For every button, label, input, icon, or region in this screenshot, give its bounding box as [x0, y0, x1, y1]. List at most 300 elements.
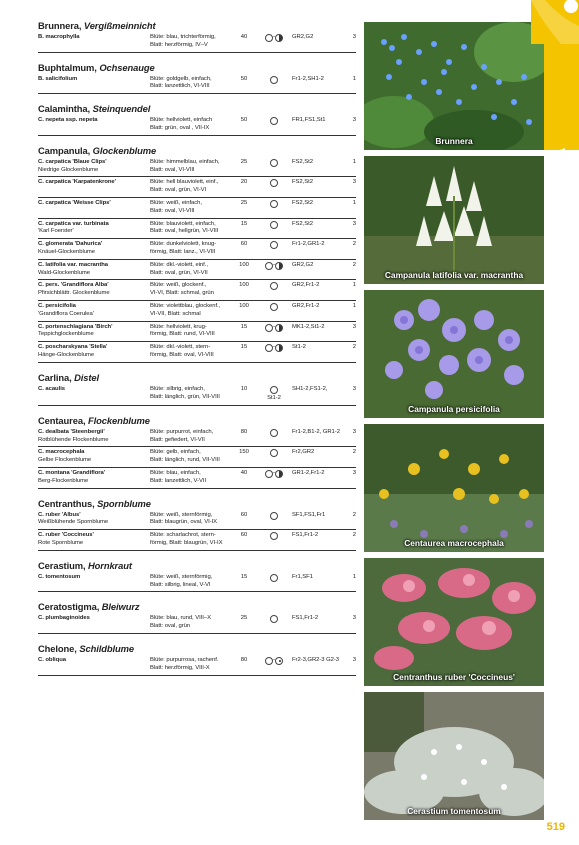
habitat-extra: St1-2	[267, 395, 281, 402]
description	[150, 324, 232, 340]
habitat: Fr2,GR2	[292, 449, 315, 456]
light-requirement	[256, 34, 292, 43]
height-cm: 25	[240, 615, 248, 622]
plant-name	[38, 657, 150, 665]
light-requirement	[256, 344, 292, 353]
german-name: Rote Spornblume	[38, 540, 84, 547]
latin-name: C. glomerata 'Dahurica'	[38, 241, 103, 248]
description	[150, 221, 232, 237]
common-name: Bleiwurz	[101, 601, 140, 613]
description-line: Blüte: weiß, sternförmig,	[150, 573, 213, 580]
description	[150, 429, 232, 445]
plant-row	[38, 322, 356, 343]
plant-name	[38, 324, 150, 340]
genus-name: Chelone	[38, 643, 75, 655]
sun-icon	[270, 117, 278, 125]
sun-icon	[270, 159, 278, 167]
description-line: Blüte: scharlachrot, stern-	[150, 532, 216, 539]
genus-heading: Campanula, Glockenblume	[38, 144, 157, 156]
plant-row	[38, 157, 356, 178]
description-line: Blatt: länglich, grün, VII-VIII	[150, 393, 220, 400]
height-cm: 60	[240, 532, 248, 539]
habitat: SF1,FS1,Fr1	[292, 511, 326, 518]
zone: 3	[352, 179, 356, 186]
genus-heading: Centranthus, Spornblume	[38, 497, 151, 509]
description-line: Blatt: grün, oval , VII-IX	[150, 124, 210, 131]
latin-name: B. salicifolium	[38, 75, 78, 82]
latin-name: C. nepeta ssp. nepeta	[38, 117, 98, 124]
latin-name: C. plumbaginoides	[38, 615, 90, 622]
latin-name: C. montana 'Grandiflora'	[38, 470, 106, 477]
description	[150, 262, 232, 278]
zone: 1	[352, 75, 356, 82]
plant-name	[38, 512, 150, 528]
plant-group	[38, 601, 356, 634]
genus-name: Campanula	[38, 144, 88, 156]
latin-name: C. carpatica 'Blaue Clips'	[38, 158, 107, 165]
description-line: Blüte: purpurrot, einfach,	[150, 428, 214, 435]
plant-name	[38, 449, 150, 465]
habitat: St1-2	[292, 344, 306, 351]
sun-icon	[270, 532, 278, 540]
plant-row	[38, 198, 356, 219]
plant-row	[38, 572, 356, 593]
plant-name	[38, 303, 150, 319]
latin-name: C. obliqua	[38, 657, 66, 664]
height-cm: 80	[240, 428, 248, 435]
plant-row	[38, 32, 356, 53]
zone: 2	[352, 532, 356, 539]
plant-name	[38, 179, 150, 187]
sun-icon	[270, 574, 278, 582]
plant-row	[38, 510, 356, 531]
habitat: GR2,Fr1-2	[292, 282, 320, 289]
zone: 3	[352, 385, 356, 392]
plant-name	[38, 574, 150, 582]
german-name: Pfirsichblättr. Glockenblume	[38, 290, 110, 297]
description-line: Blüte: violettblau, glockenf.,	[150, 302, 221, 309]
half-shade-icon	[275, 324, 283, 332]
genus-heading: Calamintha, Steinquendel	[38, 103, 151, 115]
shade-dot-icon	[275, 657, 283, 665]
plant-group	[38, 20, 356, 53]
plant-name	[38, 76, 150, 84]
common-name: Flockenblume	[87, 414, 150, 426]
latin-name: C. ruber 'Albus'	[38, 511, 81, 518]
description-line: förmig, Blatt: blaugrün, VI-IX	[150, 540, 223, 547]
latin-name: B. macrophylla	[38, 34, 80, 40]
plant-row	[38, 74, 356, 95]
sun-icon	[270, 200, 278, 208]
genus-name: Carlina	[38, 371, 70, 383]
plant-name	[38, 200, 150, 208]
zone: 2	[352, 344, 356, 351]
description-line: Blüte: blau, rund, VIII–X	[150, 615, 211, 622]
latin-name: C. persicifolia	[38, 302, 76, 309]
plant-name	[38, 159, 150, 175]
german-name: 'Grandiflora Coerulea'	[38, 310, 94, 317]
zone: 1	[352, 199, 356, 206]
german-name: Teppichglockenblume	[38, 331, 94, 338]
description-line: Blüte: weiß, sternförmig,	[150, 511, 213, 518]
description-line: Blatt: oval, hellgrün, VI-VIII	[150, 228, 219, 235]
description-line: förmig, Blatt: lanz., VI-VIII	[150, 248, 216, 255]
latin-name: C. ruber 'Coccineus'	[38, 532, 94, 539]
habitat: FS2,St2	[292, 179, 313, 186]
latin-name: C. carpatica var. turbinata	[38, 220, 109, 227]
description	[150, 34, 232, 50]
sun-icon	[270, 512, 278, 520]
common-name: Schildblume	[79, 643, 134, 655]
range-dash: -	[273, 323, 275, 330]
german-name: Weißblühende Spornblume	[38, 519, 109, 526]
german-name: Knäuel-Glockenblume	[38, 248, 96, 255]
latin-name: C. latifolia var. macrantha	[38, 261, 109, 268]
genus-name: Centranthus	[38, 497, 93, 509]
habitat: GR2,G2	[292, 261, 314, 268]
description	[150, 657, 232, 673]
sun-icon	[265, 657, 273, 665]
zone: 2	[352, 241, 356, 248]
genus-heading: Chelone, Schildblume	[38, 643, 134, 655]
description-line: Blatt: lanzettlich, VI-VIII	[150, 83, 210, 90]
plant-name	[38, 282, 150, 298]
light-requirement	[256, 179, 292, 188]
german-name: Rotblühende Flockenblume	[38, 436, 109, 443]
plant-group	[38, 145, 356, 363]
description-line: Blüte: hellviolett, krug-	[150, 323, 207, 330]
german-name: Niedrige Glockenblume	[38, 166, 99, 173]
height-cm: 50	[240, 75, 248, 82]
description	[150, 282, 232, 298]
zone: 3	[352, 428, 356, 435]
plant-row	[38, 447, 356, 468]
height-cm: 40	[240, 470, 248, 477]
genus-name: Buphtalmum	[38, 61, 95, 73]
height-cm: 150	[239, 449, 249, 456]
genus-name: Centaurea	[38, 414, 83, 426]
latin-name: C. carpatica 'Karpatenkrone'	[38, 179, 117, 186]
habitat: GR2,G2	[292, 34, 314, 40]
height-cm: 25	[240, 158, 248, 165]
plant-group	[38, 560, 356, 593]
height-cm: 15	[240, 344, 248, 351]
photo-campanula-latifolia	[364, 156, 544, 284]
range-dash: -	[273, 261, 275, 268]
sun-icon	[270, 179, 278, 187]
zone: 3	[352, 470, 356, 477]
zone: 3	[352, 117, 356, 124]
habitat: FS2,St2	[292, 220, 313, 227]
common-name: Ochsenauge	[99, 61, 155, 73]
genus-name: Brunnera	[38, 20, 79, 31]
latin-name: C. carpatica 'Weisse Clips'	[38, 199, 111, 206]
zone: 3	[352, 34, 356, 40]
description	[150, 615, 232, 631]
light-requirement	[256, 386, 292, 403]
common-name: Glockenblume	[92, 144, 157, 156]
zone: 3	[352, 615, 356, 622]
plant-row	[38, 301, 356, 322]
german-name: 'Karl Foerster'	[38, 228, 74, 235]
habitat: FS1,Fr1-2	[292, 532, 319, 539]
plant-group	[38, 62, 356, 95]
genus-name: Cerastium	[38, 559, 83, 571]
plant-name	[38, 532, 150, 548]
description-line: Blüte: blau, trichterförmig,	[150, 34, 216, 40]
height-cm: 10	[240, 385, 248, 392]
plant-name	[38, 615, 150, 623]
plant-row	[38, 260, 356, 281]
habitat: GR2,Fr1-2	[292, 302, 320, 309]
description-line: Blüte: hell blauviolett, einf.,	[150, 179, 219, 186]
zone: 1	[352, 158, 356, 165]
sun-icon	[270, 221, 278, 229]
height-cm: 40	[240, 34, 248, 40]
sun-icon	[270, 282, 278, 290]
photo-caption: Campanula persicifolia	[408, 404, 500, 414]
description-line: Blüte: blauviolett, einfach,	[150, 220, 216, 227]
photo-centaurea	[364, 424, 544, 552]
description	[150, 303, 232, 319]
plant-row	[38, 115, 356, 136]
height-cm: 15	[240, 220, 248, 227]
latin-name: C. dealbata 'Steenbergii'	[38, 428, 105, 435]
description	[150, 449, 232, 465]
description-line: förmig, Blatt: rund, VI-VIII	[150, 331, 215, 338]
common-name: Spornblume	[97, 497, 151, 509]
light-requirement	[256, 532, 292, 541]
height-cm: 100	[239, 302, 249, 309]
light-requirement	[256, 449, 292, 458]
sun-icon	[270, 449, 278, 457]
plant-row	[38, 280, 356, 301]
description	[150, 344, 232, 360]
description-line: Blüte: dkl.-violett, einf.,	[150, 261, 208, 268]
range-dash: -	[273, 470, 275, 477]
german-name: Berg-Flockenblume	[38, 477, 89, 484]
genus-heading: Carlina, Distel	[38, 371, 100, 383]
plant-row	[38, 655, 356, 676]
description-line: Blatt: oval, VI-VIII	[150, 207, 195, 214]
description-line: Blatt: oval, grün, VI-VI	[150, 187, 207, 194]
height-cm: 60	[240, 241, 248, 248]
light-requirement	[256, 221, 292, 230]
half-shade-icon	[275, 262, 283, 270]
plant-name	[38, 117, 150, 125]
description	[150, 241, 232, 257]
plant-row	[38, 219, 356, 240]
description-line: VI-VII, Blatt: schmal	[150, 310, 201, 317]
latin-name: C. poscharskyana 'Stella'	[38, 344, 108, 351]
plant-name	[38, 429, 150, 445]
sun-icon	[265, 262, 273, 270]
sun-icon	[270, 429, 278, 437]
photo-caption: Cerastium tomentosum	[407, 806, 501, 816]
height-cm: 100	[239, 282, 249, 289]
range-dash: -	[273, 344, 275, 351]
habitat: Fr1,SF1	[292, 573, 313, 580]
photo-column	[364, 22, 544, 826]
height-cm: 80	[240, 657, 248, 664]
habitat: Fr2-3,GR2-3 G2-3	[292, 657, 339, 664]
zone: 3	[352, 220, 356, 227]
sun-icon	[270, 303, 278, 311]
plant-group	[38, 415, 356, 489]
light-requirement	[256, 282, 292, 291]
description-line: Blatt: silbrig, lineal, V-VI	[150, 581, 211, 588]
plant-name	[38, 386, 150, 394]
habitat: SH1-2,FS1-2,	[292, 385, 328, 392]
sun-icon	[270, 615, 278, 623]
description-line: Blatt: oval, grün	[150, 623, 191, 630]
description-line: Blatt: blaugrün, oval, VI-IX	[150, 519, 218, 526]
plant-name	[38, 221, 150, 237]
description-line: Blüte: himmelblau, einfach,	[150, 158, 220, 165]
height-cm: 15	[240, 573, 248, 580]
description	[150, 179, 232, 195]
habitat: FS2,St2	[292, 199, 313, 206]
sun-icon	[265, 324, 273, 332]
genus-name: Calamintha	[38, 103, 88, 115]
habitat: FS1,Fr1-2	[292, 615, 319, 622]
description-line: Blüte: purpurrosa, rachenf.	[150, 657, 219, 664]
description	[150, 574, 232, 590]
zone: 1	[352, 573, 356, 580]
description-line: Blatt: lanzettlich, V-VII	[150, 477, 207, 484]
light-requirement	[256, 303, 292, 312]
plant-name	[38, 470, 150, 486]
light-requirement	[256, 76, 292, 85]
plant-group	[38, 103, 356, 136]
description	[150, 159, 232, 175]
habitat: FS2,St2	[292, 158, 313, 165]
photo-campanula-persicifolia	[364, 290, 544, 418]
height-cm: 50	[240, 117, 248, 124]
zone: 2	[352, 449, 356, 456]
description-line: förmig, Blatt: oval, VI-VIII	[150, 351, 214, 358]
genus-heading: Ceratostigma, Bleiwurz	[38, 601, 140, 613]
plant-row	[38, 427, 356, 448]
zone: 3	[352, 323, 356, 330]
description	[150, 200, 232, 216]
description-line: Blatt: gefiedert, VI-VII	[150, 436, 205, 443]
habitat: Fr1-2,GR1-2	[292, 241, 325, 248]
photo-centranthus	[364, 558, 544, 686]
habitat: GR1-2,Fr1-2	[292, 470, 325, 477]
latin-name: C. macrocephala	[38, 449, 85, 456]
description-line: Blüte: dunkelviolett, knug-	[150, 241, 217, 248]
common-name: Hornkraut	[87, 559, 132, 571]
description	[150, 470, 232, 486]
photo-brunnera	[364, 22, 544, 150]
light-requirement	[256, 324, 292, 333]
zone: 2	[352, 261, 356, 268]
habitat: Fr1-2,B1-2, GR1-2	[292, 428, 340, 435]
description-line: Blüte: silbrig, einfach,	[150, 385, 205, 392]
description-line: Blüte: dkl.-violett, stern-	[150, 344, 211, 351]
description-line: Blüte: weiß, glockenf.,	[150, 282, 207, 289]
genus-heading: Brunnera, Vergißmeinnicht	[38, 20, 156, 31]
light-requirement	[256, 574, 292, 583]
zone: 2	[352, 511, 356, 518]
habitat: Fr1-2,SH1-2	[292, 75, 324, 82]
photo-cerastium	[364, 692, 544, 820]
description-line: Blüte: hellviolett, einfach	[150, 117, 213, 124]
description-line: Blatt: herzförmig, IV–V	[150, 41, 208, 48]
sun-icon	[265, 34, 273, 42]
sun-logo-icon	[531, 0, 579, 44]
sun-icon	[270, 241, 278, 249]
plant-list	[38, 20, 356, 685]
plant-row	[38, 177, 356, 198]
latin-name: C. acaulis	[38, 385, 66, 392]
light-requirement	[256, 117, 292, 126]
half-shade-icon	[275, 34, 283, 42]
section-title: BRUNNERA	[552, 147, 569, 243]
range-dash: -	[273, 657, 275, 664]
half-shade-icon	[275, 344, 283, 352]
photo-caption: Centaurea macrocephala	[404, 538, 504, 548]
height-cm: 20	[240, 179, 248, 186]
photo-caption: Brunnera	[435, 136, 473, 146]
description	[150, 512, 232, 528]
photo-caption: Campanula latifolia var. macrantha	[384, 270, 524, 280]
plant-name	[38, 34, 150, 42]
description-line: Blüte: weiß, einfach,	[150, 199, 202, 206]
light-requirement	[256, 200, 292, 209]
plant-row	[38, 342, 356, 363]
latin-name: C. portenschlagiana 'Birch'	[38, 323, 113, 330]
half-shade-icon	[275, 470, 283, 478]
genus-heading: Centaurea, Flockenblume	[38, 414, 150, 426]
height-cm: 25	[240, 199, 248, 206]
sun-icon	[265, 344, 273, 352]
german-name: Gelbe Flockenblume	[38, 457, 92, 464]
photo-caption: Centranthus ruber 'Coccineus'	[393, 672, 515, 682]
description-line: Blatt: oval, VI-VIII	[150, 166, 195, 173]
description-line: VI-VI, Blatt: schmal, grün	[150, 290, 214, 297]
description-line: Blatt: herzförmig, VIII-X	[150, 664, 210, 671]
zone: 3	[352, 657, 356, 664]
zone: 1	[352, 302, 356, 309]
description	[150, 532, 232, 548]
range-dash: -	[273, 34, 275, 41]
light-requirement	[256, 657, 292, 666]
german-name: Wald-Glockenblume	[38, 269, 90, 276]
description	[150, 386, 232, 402]
light-requirement	[256, 615, 292, 624]
latin-name: C. pers. 'Grandiflora Alba'	[38, 282, 109, 289]
light-requirement	[256, 429, 292, 438]
plant-row	[38, 468, 356, 489]
page-number: 519	[546, 821, 565, 833]
genus-name: Ceratostigma	[38, 601, 97, 613]
description-line: Blüte: gelb, einfach,	[150, 449, 201, 456]
habitat: MK1-2,St1-2	[292, 323, 325, 330]
habitat: FR1,FS1,St1	[292, 117, 326, 124]
genus-heading: Cerastium, Hornkraut	[38, 559, 132, 571]
light-requirement	[256, 512, 292, 521]
sun-icon	[270, 76, 278, 84]
light-requirement	[256, 159, 292, 168]
plant-group	[38, 643, 356, 676]
plant-row	[38, 613, 356, 634]
common-name: Steinquendel	[92, 103, 151, 115]
common-name: Vergißmeinnicht	[83, 20, 156, 31]
light-requirement	[256, 241, 292, 250]
sun-icon	[265, 470, 273, 478]
